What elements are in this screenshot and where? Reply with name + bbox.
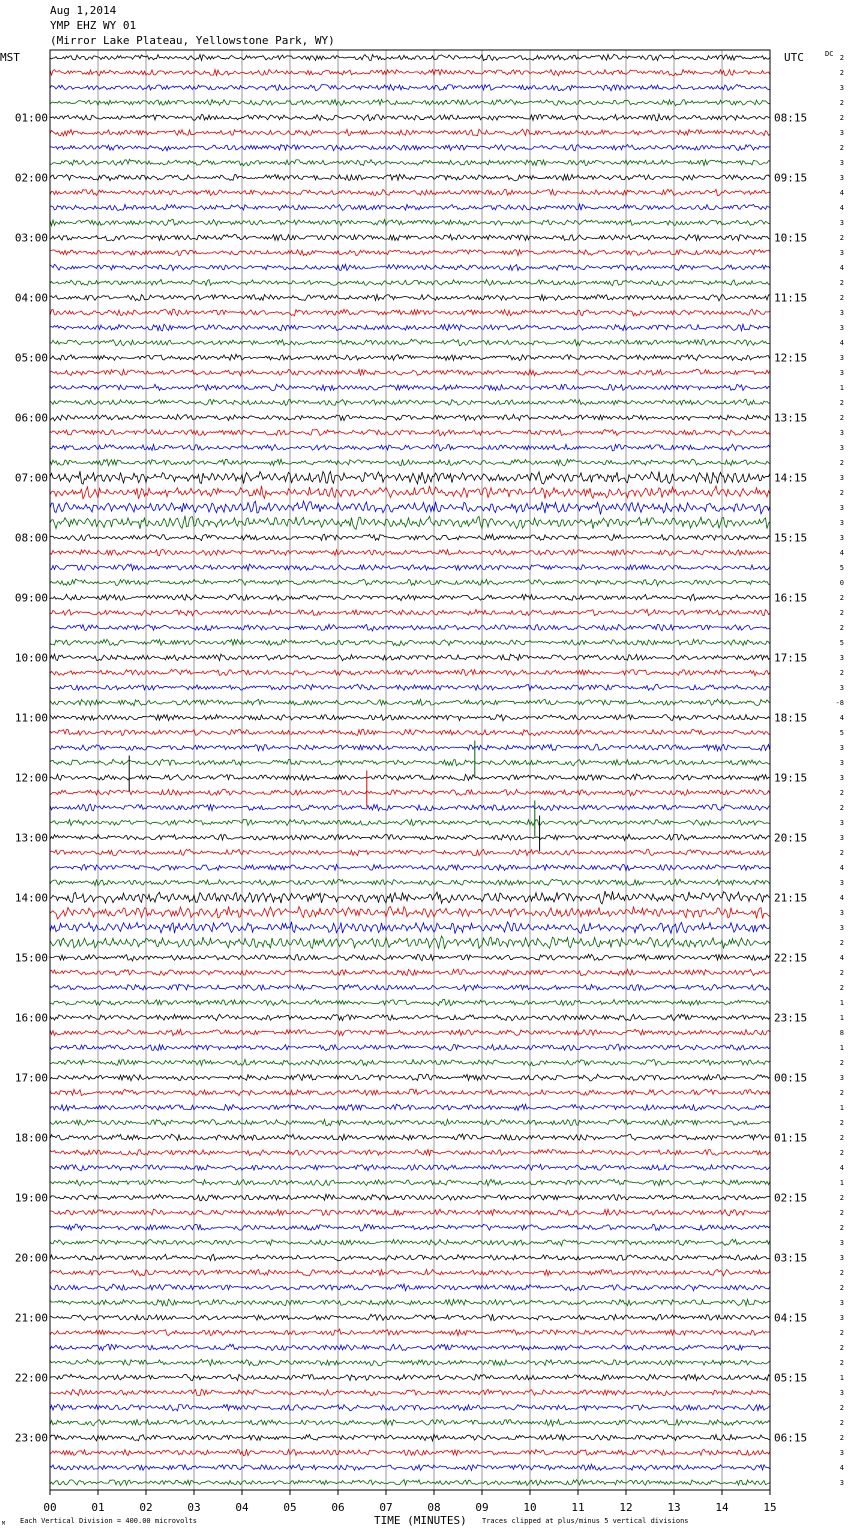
x-tick-label: 06: [331, 1501, 345, 1514]
x-tick-label: 10: [523, 1501, 537, 1514]
left-hour-label: 17:00: [14, 1071, 48, 1085]
trace-row-57: [50, 906, 770, 918]
trace-row-24: [50, 414, 770, 420]
dc-offset-label: 1: [839, 1374, 844, 1382]
dc-offset-label: 3: [839, 744, 844, 752]
trace-row-45: [50, 729, 770, 736]
trace-row-11: [50, 219, 770, 226]
right-hour-label: 15:15: [774, 531, 808, 545]
dc-offset-label: 3: [839, 84, 844, 92]
trace-row-68: [50, 1074, 770, 1081]
dc-offset-label: 2: [839, 609, 844, 617]
dc-offset-labels: [836, 54, 844, 1487]
trace-row-93: [50, 1449, 770, 1456]
trace-row-92: [50, 1434, 770, 1441]
x-tick-label: 11: [571, 1501, 585, 1514]
right-hour-label: 12:15: [774, 351, 808, 365]
left-hour-label: 22:00: [14, 1371, 48, 1385]
trace-row-41: [50, 669, 770, 675]
trace-row-49: [50, 789, 770, 795]
trace-row-84: [50, 1314, 770, 1320]
station-location: (Mirror Lake Plateau, Yellowstone Park, WY): [50, 34, 335, 47]
trace-row-12: [50, 234, 770, 240]
trace-row-94: [50, 1464, 770, 1470]
trace-row-73: [50, 1149, 770, 1155]
dc-offset-label: 3: [839, 1254, 844, 1262]
dc-offset-label: 1: [839, 1014, 844, 1022]
trace-row-60: [50, 954, 770, 961]
dc-offset-label: 2: [839, 1284, 844, 1292]
trace-row-2: [50, 84, 770, 91]
trace-row-67: [50, 1059, 770, 1066]
trace-row-25: [50, 429, 770, 436]
dc-offset-label: 3: [839, 879, 844, 887]
dc-offset-label: 2: [839, 234, 844, 242]
left-hour-label: 04:00: [14, 291, 48, 305]
trace-row-13: [50, 250, 770, 256]
right-hour-label: 17:15: [774, 651, 808, 665]
dc-offset-label: 2: [839, 1089, 844, 1097]
trace-row-83: [50, 1299, 770, 1306]
dc-offset-label: 4: [839, 204, 844, 212]
dc-offset-label: 3: [839, 774, 844, 782]
right-hour-label: 20:15: [774, 831, 808, 845]
trace-row-53: [50, 849, 770, 855]
trace-row-54: [50, 864, 770, 870]
dc-offset-label: 2: [839, 804, 844, 812]
dc-offset-label: 2: [839, 114, 844, 122]
trace-row-70: [50, 1104, 770, 1110]
left-hour-label: 12:00: [14, 771, 48, 785]
x-tick-label: 05: [283, 1501, 297, 1514]
left-hour-label: 03:00: [14, 231, 48, 245]
right-hour-label: 01:15: [774, 1131, 808, 1145]
dc-offset-label: 2: [839, 1224, 844, 1232]
dc-offset-label: 0: [839, 579, 844, 587]
left-hour-label: 16:00: [14, 1011, 48, 1025]
trace-row-65: [50, 1029, 770, 1035]
trace-row-40: [50, 654, 770, 661]
dc-offset-label: 3: [839, 354, 844, 362]
dc-offset-label: 2: [839, 1149, 844, 1157]
right-hour-labels: [774, 112, 807, 1445]
trace-row-88: [50, 1374, 770, 1380]
dc-offset-label: 4: [839, 1464, 844, 1472]
dc-offset-label: 2: [839, 1434, 844, 1442]
dc-offset-label: 3: [839, 909, 844, 917]
dc-column-header: DC: [825, 50, 834, 58]
right-hour-label: 13:15: [774, 411, 808, 425]
dc-offset-label: 3: [839, 834, 844, 842]
trace-row-5: [50, 129, 770, 136]
left-hour-label: 13:00: [14, 831, 48, 845]
trace-row-4: [50, 114, 770, 121]
x-tick-label: 14: [715, 1501, 729, 1514]
trace-row-51: [50, 819, 770, 825]
dc-offset-label: 2: [839, 54, 844, 62]
trace-row-58: [50, 922, 770, 934]
dc-offset-label: 3: [839, 534, 844, 542]
left-hour-label: 07:00: [14, 471, 48, 485]
dc-offset-label: 3: [839, 174, 844, 182]
trace-row-21: [50, 369, 770, 376]
trace-row-85: [50, 1329, 770, 1336]
dc-offset-label: 4: [839, 264, 844, 272]
dc-offset-label: 3: [839, 219, 844, 227]
trace-row-17: [50, 309, 770, 316]
trace-row-28: [50, 471, 770, 484]
dc-offset-label: 3: [839, 474, 844, 482]
corner-mark: M: [2, 1521, 6, 1527]
left-hour-label: 19:00: [14, 1191, 48, 1205]
dc-offset-label: 2: [839, 594, 844, 602]
dc-offset-label: 2: [839, 1269, 844, 1277]
left-hour-label: 18:00: [14, 1131, 48, 1145]
dc-offset-label: 2: [839, 399, 844, 407]
dc-offset-label: 2: [839, 1359, 844, 1367]
trace-row-86: [50, 1344, 770, 1350]
dc-offset-label: 3: [839, 129, 844, 137]
left-hour-label: 05:00: [14, 351, 48, 365]
right-hour-label: 09:15: [774, 171, 808, 185]
trace-row-69: [50, 1089, 770, 1095]
x-tick-label: 00: [43, 1501, 57, 1514]
trace-row-37: [50, 609, 770, 615]
dc-offset-label: 3: [839, 924, 844, 932]
dc-offset-label: 3: [839, 504, 844, 512]
dc-offset-label: 3: [839, 1074, 844, 1082]
dc-offset-label: 3: [839, 159, 844, 167]
trace-row-22: [50, 384, 770, 390]
x-tick-label: 08: [427, 1501, 441, 1514]
dc-offset-label: 2: [839, 1134, 844, 1142]
dc-offset-label: 1: [839, 1104, 844, 1112]
dc-offset-label: 3: [839, 759, 844, 767]
trace-row-62: [50, 984, 770, 990]
right-hour-label: 04:15: [774, 1311, 808, 1325]
right-hour-label: 02:15: [774, 1191, 808, 1205]
dc-offset-label: 2: [839, 1059, 844, 1067]
plot-border: [50, 50, 770, 1490]
trace-row-33: [50, 549, 770, 555]
dc-offset-label: 4: [839, 954, 844, 962]
chart-date: Aug 1,2014: [50, 4, 117, 17]
dc-offset-label: 2: [839, 1404, 844, 1412]
dc-offset-label: 8: [839, 1029, 844, 1037]
trace-row-38: [50, 624, 770, 631]
x-tick-label: 04: [235, 1501, 249, 1514]
left-timezone-label: MST: [0, 51, 20, 64]
dc-offset-label: 2: [839, 1209, 844, 1217]
trace-row-35: [50, 579, 770, 586]
trace-row-9: [50, 189, 770, 195]
trace-row-75: [50, 1179, 770, 1186]
trace-row-47: [50, 759, 770, 766]
dc-offset-label: 3: [839, 309, 844, 317]
scale-note: Each Vertical Division = 400.00 microvolts: [20, 1517, 198, 1525]
right-hour-label: 18:15: [774, 711, 808, 725]
trace-row-76: [50, 1194, 770, 1201]
trace-row-52: [50, 834, 770, 840]
trace-row-44: [50, 715, 770, 721]
dc-offset-label: 2: [839, 1119, 844, 1127]
dc-offset-label: 4: [839, 714, 844, 722]
trace-row-32: [50, 534, 770, 540]
x-tick-label: 03: [187, 1501, 201, 1514]
right-timezone-label: UTC: [784, 51, 804, 64]
dc-offset-label: 4: [839, 549, 844, 557]
dc-offset-label: 3: [839, 324, 844, 332]
x-tick-label: 15: [763, 1501, 777, 1514]
left-hour-label: 20:00: [14, 1251, 48, 1265]
right-hour-label: 21:15: [774, 891, 808, 905]
right-hour-label: 08:15: [774, 111, 808, 125]
trace-row-77: [50, 1209, 770, 1215]
trace-row-0: [50, 54, 770, 60]
dc-offset-label: 3: [839, 369, 844, 377]
trace-row-71: [50, 1119, 770, 1125]
dc-offset-label: 2: [839, 279, 844, 287]
dc-offset-label: 3: [839, 1239, 844, 1247]
trace-row-80: [50, 1254, 770, 1260]
trace-row-23: [50, 399, 770, 405]
trace-row-87: [50, 1359, 770, 1365]
dc-offset-label: 4: [839, 1164, 844, 1172]
trace-row-27: [50, 459, 770, 466]
dc-offset-label: 2: [839, 1194, 844, 1202]
trace-row-95: [50, 1480, 770, 1486]
dc-offset-label: 2: [839, 669, 844, 677]
trace-row-14: [50, 264, 770, 270]
dc-offset-label: 2: [839, 939, 844, 947]
dc-offset-label: 4: [839, 894, 844, 902]
trace-row-10: [50, 204, 770, 210]
x-tick-label: 13: [667, 1501, 681, 1514]
trace-row-78: [50, 1224, 770, 1231]
trace-row-29: [50, 486, 770, 499]
trace-row-66: [50, 1044, 770, 1050]
trace-row-39: [50, 639, 770, 645]
trace-row-90: [50, 1404, 770, 1410]
dc-offset-label: 2: [839, 1344, 844, 1352]
trace-row-46: [50, 744, 770, 751]
trace-row-50: [50, 804, 770, 811]
right-hour-label: 16:15: [774, 591, 808, 605]
trace-row-59: [50, 936, 770, 949]
dc-offset-label: 2: [839, 624, 844, 632]
right-hour-label: 11:15: [774, 291, 808, 305]
dc-offset-label: 2: [839, 969, 844, 977]
trace-row-16: [50, 294, 770, 300]
trace-row-55: [50, 879, 770, 885]
dc-offset-label: 2: [839, 789, 844, 797]
station-name: YMP EHZ WY 01: [50, 19, 137, 32]
left-hour-label: 21:00: [14, 1311, 48, 1325]
trace-row-79: [50, 1239, 770, 1246]
x-tick-label: 12: [619, 1501, 633, 1514]
dc-offset-label: 3: [839, 1299, 844, 1307]
trace-row-74: [50, 1164, 770, 1170]
trace-row-36: [50, 594, 770, 600]
left-hour-label: 01:00: [14, 111, 48, 125]
dc-offset-label: 2: [839, 984, 844, 992]
x-tick-label: 01: [91, 1501, 105, 1514]
dc-offset-label: 3: [839, 819, 844, 827]
trace-row-6: [50, 145, 770, 151]
dc-offset-label: 2: [839, 414, 844, 422]
trace-row-26: [50, 444, 770, 451]
dc-offset-label: 3: [839, 684, 844, 692]
trace-row-91: [50, 1419, 770, 1426]
left-hour-label: 06:00: [14, 411, 48, 425]
x-axis-title: TIME (MINUTES): [374, 1514, 467, 1527]
dc-offset-label: 5: [839, 639, 844, 647]
trace-group: [50, 54, 770, 1485]
trace-row-72: [50, 1134, 770, 1140]
x-tick-label: 09: [475, 1501, 489, 1514]
dc-offset-label: 1: [839, 384, 844, 392]
trace-row-48: [50, 774, 770, 780]
dc-offset-label: 4: [839, 339, 844, 347]
dc-offset-label: 3: [839, 519, 844, 527]
x-axis-ticks: [43, 1490, 776, 1514]
left-hour-label: 10:00: [14, 651, 48, 665]
trace-row-31: [50, 516, 770, 530]
x-tick-label: 02: [139, 1501, 153, 1514]
left-hour-label: 15:00: [14, 951, 48, 965]
dc-offset-label: 3: [839, 1314, 844, 1322]
left-hour-label: 02:00: [14, 171, 48, 185]
trace-row-81: [50, 1269, 770, 1275]
dc-offset-label: 2: [839, 69, 844, 77]
right-hour-label: 22:15: [774, 951, 808, 965]
clip-note: Traces clipped at plus/minus 5 vertical divisions: [482, 1517, 689, 1525]
right-hour-label: 19:15: [774, 771, 808, 785]
trace-row-43: [50, 699, 770, 706]
right-hour-label: 10:15: [774, 231, 808, 245]
dc-offset-label: 3: [839, 654, 844, 662]
left-hour-label: 23:00: [14, 1431, 48, 1445]
dc-offset-label: 4: [839, 864, 844, 872]
trace-row-61: [50, 969, 770, 975]
left-hour-labels: [15, 112, 48, 1445]
dc-offset-label: 3: [839, 429, 844, 437]
x-tick-label: 07: [379, 1501, 393, 1514]
trace-row-3: [50, 99, 770, 105]
dc-offset-label: 2: [839, 489, 844, 497]
minute-grid: [98, 50, 722, 1490]
trace-row-15: [50, 280, 770, 286]
trace-row-18: [50, 324, 770, 331]
trace-row-42: [50, 684, 770, 690]
dc-offset-label: 3: [839, 1479, 844, 1487]
trace-row-8: [50, 174, 770, 180]
right-hour-label: 23:15: [774, 1011, 808, 1025]
trace-row-89: [50, 1389, 770, 1395]
trace-row-1: [50, 70, 770, 76]
dc-offset-label: 2: [839, 459, 844, 467]
dc-offset-label: 3: [839, 444, 844, 452]
right-hour-label: 05:15: [774, 1371, 808, 1385]
dc-offset-label: 2: [839, 294, 844, 302]
dc-offset-label: 5: [839, 564, 844, 572]
right-hour-label: 03:15: [774, 1251, 808, 1265]
dc-offset-label: 5: [839, 729, 844, 737]
trace-row-64: [50, 1014, 770, 1021]
trace-row-82: [50, 1284, 770, 1291]
right-hour-label: 06:15: [774, 1431, 808, 1445]
trace-row-7: [50, 159, 770, 165]
dc-offset-label: 1: [839, 1179, 844, 1187]
right-hour-label: 00:15: [774, 1071, 808, 1085]
dc-offset-label: 4: [839, 189, 844, 197]
left-hour-label: 08:00: [14, 531, 48, 545]
dc-offset-label: 2: [839, 1329, 844, 1337]
left-hour-label: 14:00: [14, 891, 48, 905]
dc-offset-label: 1: [839, 999, 844, 1007]
dc-offset-label: 2: [839, 1419, 844, 1427]
right-hour-label: 14:15: [774, 471, 808, 485]
dc-offset-label: 1: [839, 1044, 844, 1052]
dc-offset-label: -8: [835, 699, 844, 707]
dc-offset-label: 3: [839, 1449, 844, 1457]
left-hour-label: 09:00: [14, 591, 48, 605]
trace-row-30: [50, 501, 770, 515]
dc-offset-label: 3: [839, 249, 844, 257]
trace-row-63: [50, 999, 770, 1005]
trace-row-56: [50, 891, 770, 904]
trace-row-19: [50, 339, 770, 346]
trace-row-34: [50, 564, 770, 570]
trace-row-20: [50, 354, 770, 360]
dc-offset-label: 2: [839, 144, 844, 152]
dc-offset-label: 2: [839, 849, 844, 857]
dc-offset-label: 2: [839, 99, 844, 107]
dc-offset-label: 3: [839, 1389, 844, 1397]
left-hour-label: 11:00: [14, 711, 48, 725]
